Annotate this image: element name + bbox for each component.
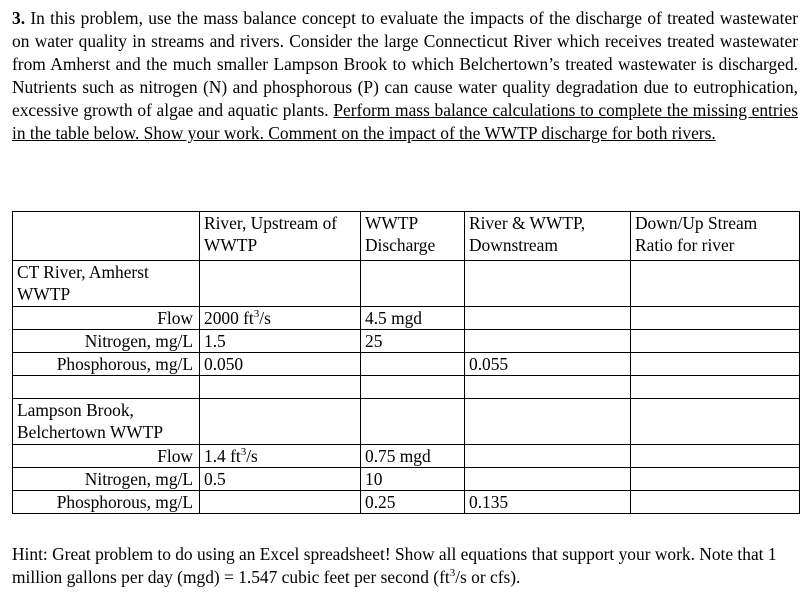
group-name: Lampson Brook, Belchertown WWTP [13, 399, 200, 445]
table-row [13, 468, 800, 491]
cell-downstream [465, 307, 631, 330]
group-row [13, 261, 800, 307]
cell-upstream [200, 307, 361, 330]
cell-wwtp [361, 353, 465, 376]
empty-cell [631, 261, 800, 307]
row-label: Phosphorous, mg/L [13, 353, 200, 376]
problem-task: Perform mass balance calculations to complete the missing entries in the table below. Show your work. Comment on the impact of the WWTP discharge for both rivers. [12, 100, 799, 143]
mass-balance-table [12, 211, 800, 514]
blank-row [13, 376, 800, 399]
cell-downstream: 0.055 [465, 353, 631, 376]
cell-wwtp: 4.5 mgd [361, 307, 465, 330]
cell-downstream [465, 468, 631, 491]
cell-wwtp: 0.25 [361, 491, 465, 514]
empty-cell [361, 376, 465, 399]
problem-intro: In this problem, use the mass balance concept to evaluate the impacts of the discharge of treated wastewater on water quality in streams and rivers. Consider the large Connecticut River which receives treated wastewater from Amherst and the much smaller Lampson Brook to which Belchertown’s treated wastewater is discharged. Nutrients such as nitrogen (N) and phosphorous (P) can cause water quality degradation due to eutrophication, excessive growth of algae and aquatic plants. [12, 8, 798, 120]
table-row [13, 330, 800, 353]
cell-ratio [631, 468, 800, 491]
cell-downstream [465, 330, 631, 353]
cell-upstream [200, 353, 361, 376]
hint-text-a: Hint: Great problem to do using an Excel spreadsheet! Show all equations that support your work. Note that 1 million gallons per day (mgd) = 1.547 cubic feet per second (ft [12, 544, 777, 587]
row-label: Flow [13, 307, 200, 330]
cell-wwtp: 0.75 mgd [361, 445, 465, 468]
cell-wwtp: 10 [361, 468, 465, 491]
empty-cell [200, 399, 361, 445]
cell-ratio [631, 445, 800, 468]
cell-upstream [200, 445, 361, 468]
unit-superscript: 3 [253, 308, 260, 321]
unit-superscript: 3 [240, 446, 247, 459]
cell-upstream-value: 1.4 ft [204, 446, 241, 466]
row-label: Flow [13, 445, 200, 468]
empty-cell [465, 261, 631, 307]
empty-cell [13, 376, 200, 399]
cell-upstream-value: 1.5 [204, 331, 226, 351]
cell-upstream-value: 0.5 [204, 469, 226, 489]
table-row [13, 353, 800, 376]
unit-tail: /s [259, 308, 271, 328]
empty-cell [361, 261, 465, 307]
cell-upstream-value: 0.050 [204, 354, 244, 374]
hint-superscript: 3 [449, 567, 456, 580]
empty-cell [631, 399, 800, 445]
problem-statement [12, 7, 798, 145]
cell-ratio [631, 491, 800, 514]
problem-number: 3. [12, 8, 26, 28]
header-row [13, 212, 800, 261]
table-row [13, 307, 800, 330]
empty-cell [361, 399, 465, 445]
header-wwtp: WWTP Discharge [361, 212, 465, 261]
header-downstream: River & WWTP, Downstream [465, 212, 631, 261]
table-row [13, 445, 800, 468]
cell-upstream-value: 2000 ft [204, 308, 254, 328]
row-label: Nitrogen, mg/L [13, 330, 200, 353]
group-name: CT River, Amherst WWTP [13, 261, 200, 307]
cell-upstream [200, 491, 361, 514]
cell-ratio [631, 353, 800, 376]
cell-upstream [200, 468, 361, 491]
empty-cell [465, 399, 631, 445]
unit-tail: /s [246, 446, 258, 466]
row-label: Phosphorous, mg/L [13, 491, 200, 514]
cell-ratio [631, 330, 800, 353]
cell-wwtp: 25 [361, 330, 465, 353]
cell-downstream: 0.135 [465, 491, 631, 514]
group-row [13, 399, 800, 445]
cell-ratio [631, 307, 800, 330]
cell-downstream [465, 445, 631, 468]
hint-text [12, 543, 798, 589]
header-corner [13, 212, 200, 261]
header-ratio: Down/Up Stream Ratio for river [631, 212, 800, 261]
cell-upstream [200, 330, 361, 353]
table-row [13, 491, 800, 514]
empty-cell [200, 261, 361, 307]
empty-cell [200, 376, 361, 399]
empty-cell [465, 376, 631, 399]
hint-text-b: /s or cfs). [455, 567, 521, 587]
empty-cell [631, 376, 800, 399]
row-label: Nitrogen, mg/L [13, 468, 200, 491]
header-upstream: River, Upstream of WWTP [200, 212, 361, 261]
